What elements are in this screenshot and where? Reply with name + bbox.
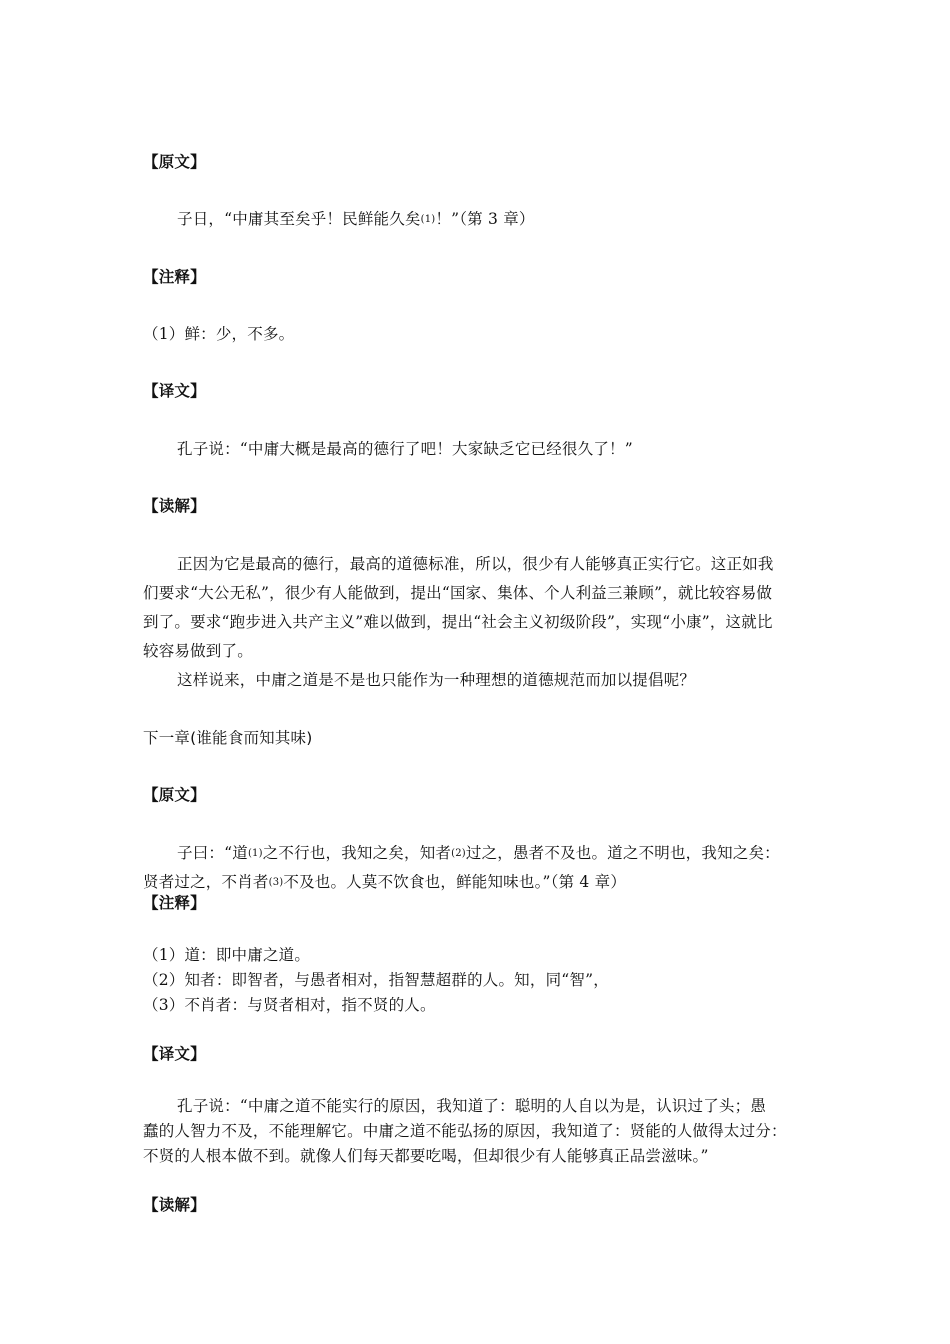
next-chapter-row (143, 728, 313, 748)
reading-line: 到了。要求“跑步进入共产主义”难以做到，提出“社会主义初级阶段”，实现“小康”，这就比 (143, 613, 773, 631)
section-heading-reading: 【读解】 (143, 1195, 206, 1214)
footnote-marker: (1) (247, 848, 263, 859)
original-text-part: 之不行也，我知之矣，知者 (262, 844, 452, 862)
translation-line: 不贤的人根本做不到。就像人们每天都要吃喝，但却很少有人能够真正品尝滋味。” (143, 1147, 709, 1165)
reading-line: 这样说来，中庸之道是不是也只能作为一种理想的道德规范而加以提倡呢？ (177, 671, 696, 689)
original-text-part: 贤者过之，不肖者 (143, 873, 269, 891)
original-text-line (177, 843, 780, 864)
footnote-marker: (2) (451, 848, 466, 859)
translation-line: 蠢的人智力不及，不能理解它。中庸之道不能弘扬的原因，我知道了：贤能的人做得太过分： (143, 1122, 787, 1140)
original-text-part: ！”（第 3 章） (435, 210, 535, 228)
section-heading-translation: 【译文】 (143, 381, 206, 400)
original-text-part: 过之，愚者不及也。道之不明也，我知之矣： (465, 844, 780, 862)
next-chapter-link[interactable]: 下一章(谁能食而知其味) (143, 729, 313, 747)
note-item: （1）鲜：少，不多。 (143, 325, 295, 343)
original-text-part: 子曰：“道 (177, 844, 248, 862)
footnote-marker: (1) (420, 214, 436, 225)
reading-line: 们要求“大公无私”，很少有人能做到，提出“国家、集体、个人利益三兼顾”，就比较容易做 (143, 584, 773, 602)
section-heading-translation: 【译文】 (143, 1044, 206, 1063)
original-text (177, 209, 535, 230)
section-heading-reading: 【读解】 (143, 496, 206, 515)
note-item: （3）不肖者：与贤者相对，指不贤的人。 (143, 996, 436, 1014)
note-item: （2）知者：即智者，与愚者相对，指智慧超群的人。知，同“智”， (143, 971, 609, 989)
original-text-part: 子日，“中庸其至矣乎！民鲜能久矣 (177, 210, 421, 228)
section-heading-original: 【原文】 (143, 152, 206, 171)
footnote-marker: (3) (268, 877, 284, 888)
section-heading-notes: 【注释】 (143, 267, 206, 286)
original-text-line (143, 872, 626, 893)
translation-line: 孔子说：“中庸之道不能实行的原因，我知道了：聪明的人自以为是，认识过了头；愚 (177, 1097, 767, 1115)
original-text-part: 不及也。人莫不饮食也，鲜能知味也。”（第 4 章） (283, 873, 627, 891)
section-heading-notes: 【注释】 (143, 893, 206, 912)
note-item: （1）道：即中庸之道。 (143, 946, 311, 964)
section-heading-original: 【原文】 (143, 785, 206, 804)
reading-line: 正因为它是最高的德行，最高的道德标准，所以，很少有人能够真正实行它。这正如我 (177, 555, 774, 573)
translation-text: 孔子说：“中庸大概是最高的德行了吧！大家缺乏它已经很久了！” (177, 440, 633, 458)
reading-line: 较容易做到了。 (143, 642, 253, 660)
